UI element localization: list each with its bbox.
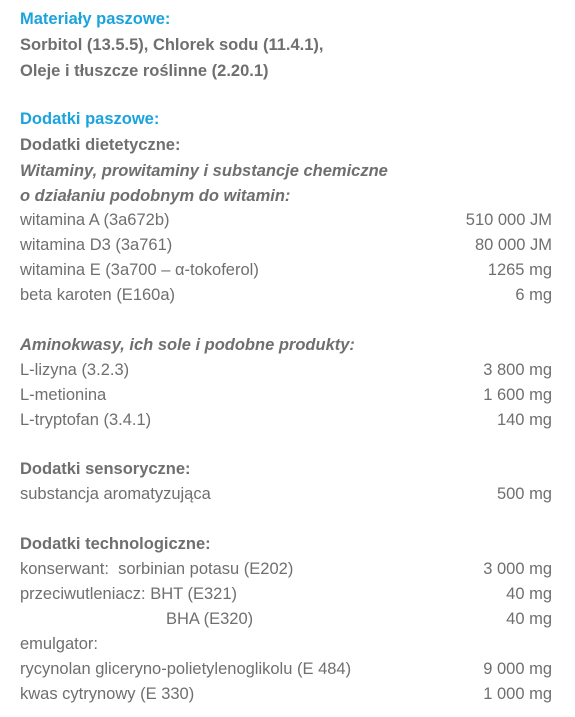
ingredient-amount: 40 mg xyxy=(506,585,552,603)
materialy-line-1: Sorbitol (13.5.5), Chlorek sodu (11.4.1), xyxy=(20,36,324,54)
ingredient-name: beta karoten (E160a) xyxy=(20,286,176,304)
ingredient-row xyxy=(20,682,552,707)
ingredient-amount: 1265 mg xyxy=(487,261,552,279)
ingredient-amount: 500 mg xyxy=(496,485,552,503)
ingredient-amount: 80 000 JM xyxy=(474,236,552,254)
witaminy-label-1: Witaminy, prowitaminy i substancje chemiczne xyxy=(20,162,388,180)
ingredient-row xyxy=(20,657,552,682)
dodatki-heading: Dodatki paszowe: xyxy=(20,110,160,128)
ingredient-amount: 3 000 mg xyxy=(483,560,552,578)
ingredient-row xyxy=(20,557,552,582)
ingredient-name: witamina E (3a700 – α-tokoferol) xyxy=(20,261,259,279)
emulgator-label: emulgator: xyxy=(20,635,98,653)
ingredient-name: kwas cytrynowy (E 330) xyxy=(20,685,195,703)
ingredient-row xyxy=(20,358,552,383)
ingredient-row xyxy=(20,607,552,632)
ingredient-amount: 510 000 JM xyxy=(465,211,552,229)
ingredient-row xyxy=(20,582,552,607)
ingredient-row xyxy=(20,383,552,408)
ingredient-name: substancja aromatyzująca xyxy=(20,485,211,503)
ingredient-row xyxy=(20,208,552,233)
ingredient-amount: 1 600 mg xyxy=(483,386,552,404)
technologiczne-label: Dodatki technologiczne: xyxy=(20,535,211,553)
sensoryczne-label: Dodatki sensoryczne: xyxy=(20,460,191,478)
aminokwasy-label: Aminokwasy, ich sole i podobne produkty: xyxy=(20,336,355,354)
witaminy-label-2: o działaniu podobnym do witamin: xyxy=(20,187,291,205)
ingredient-row xyxy=(20,233,552,258)
ingredient-row xyxy=(20,408,552,433)
dietetyczne-label: Dodatki dietetyczne: xyxy=(20,136,181,154)
ingredient-amount: 140 mg xyxy=(496,411,552,429)
ingredient-amount: 6 mg xyxy=(515,286,552,304)
ingredient-amount: 9 000 mg xyxy=(483,660,552,678)
ingredient-name: L-lizyna (3.2.3) xyxy=(20,361,130,379)
ingredient-amount: 40 mg xyxy=(506,610,552,628)
ingredient-row xyxy=(20,283,552,308)
ingredient-amount: 3 800 mg xyxy=(483,361,552,379)
materialy-line-2: Oleje i tłuszcze roślinne (2.20.1) xyxy=(20,62,269,80)
ingredient-name: L-tryptofan (3.4.1) xyxy=(20,411,152,429)
ingredient-name: witamina D3 (3a761) xyxy=(20,236,173,254)
ingredient-name: rycynolan gliceryno-polietylenoglikolu (E 484) xyxy=(20,660,352,678)
ingredient-row xyxy=(20,258,552,283)
ingredient-name: witamina A (3a672b) xyxy=(20,211,170,229)
ingredient-name: konserwant: sorbinian potasu (E202) xyxy=(20,560,294,578)
ingredient-row xyxy=(20,482,552,507)
ingredient-name: L-metionina xyxy=(20,386,107,404)
ingredient-name: przeciwutleniacz: BHT (E321) xyxy=(20,585,238,603)
materialy-heading: Materiały paszowe: xyxy=(20,10,171,28)
ingredient-name: BHA (E320) xyxy=(166,610,254,628)
ingredient-amount: 1 000 mg xyxy=(483,685,552,703)
